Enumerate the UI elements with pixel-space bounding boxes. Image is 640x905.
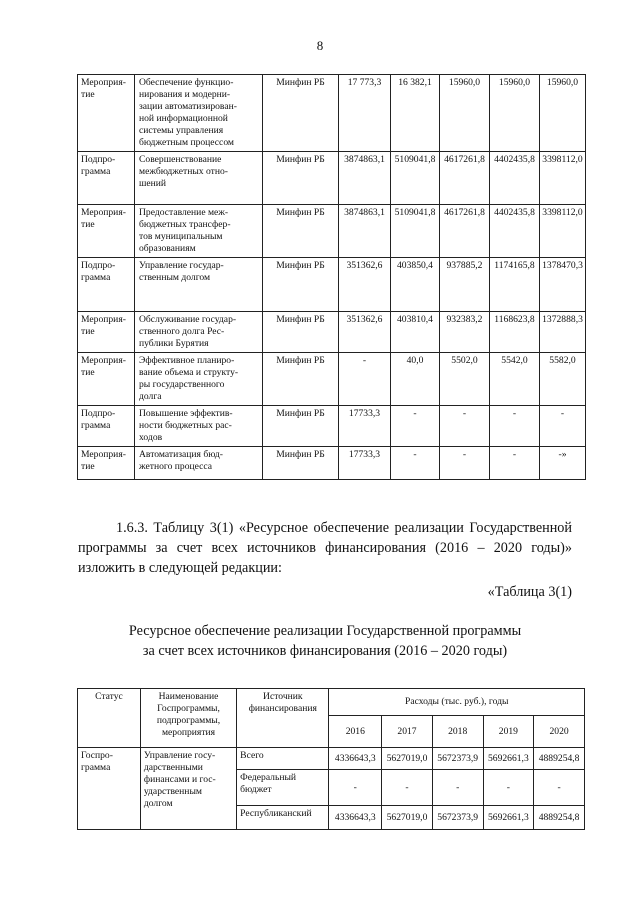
row-value-2018: 5502,0: [440, 353, 490, 406]
table-row: [78, 75, 586, 152]
table2-title-text: Ресурсное обеспечение реализации Государственной программы за счет всех источников финансирования (2016 – 2020 годы): [128, 623, 522, 659]
row-value-2018: 15960,0: [440, 75, 490, 152]
row-name: Обеспечение функцио- нирования и модерни- зации автоматизирован- ной информационной системы управления бюджетным процессом: [135, 75, 263, 152]
row-value-2019: 5692661,3: [483, 748, 534, 770]
row-value-2016: 17733,3: [339, 447, 391, 480]
table-row: [78, 152, 586, 205]
row-value-2020: 4889254,8: [534, 748, 585, 770]
row-source: Минфин РБ: [263, 258, 339, 312]
row-value-2016: 17733,3: [339, 406, 391, 447]
row-name: Управление государ- ственным долгом: [135, 258, 263, 312]
row-value-2016: 3874863,1: [339, 152, 391, 205]
row-value-2016: 3874863,1: [339, 205, 391, 258]
row-source: Минфин РБ: [263, 205, 339, 258]
row-source: Минфин РБ: [263, 312, 339, 353]
table-row: [78, 205, 586, 258]
row-name: Обслуживание государ- ственного долга Рес- публики Бурятия: [135, 312, 263, 353]
header-source: [237, 689, 329, 748]
row-value-2018: -: [440, 406, 490, 447]
row-value-2016: -: [339, 353, 391, 406]
row-value-2020: 3398112,0: [540, 205, 586, 258]
row-value-2018: -: [440, 447, 490, 480]
row-status: Мероприя- тие: [78, 205, 135, 258]
row-value-2020: 15960,0: [540, 75, 586, 152]
row-value-2017: -: [391, 406, 440, 447]
row-value-2018: 937885,2: [440, 258, 490, 312]
row-value-2016: -: [329, 770, 382, 806]
header-expenses-label: Расходы (тыс. руб.), годы: [404, 696, 509, 707]
row-value-2020: 4889254,8: [534, 806, 585, 830]
header-year-2020: 2020: [534, 716, 585, 748]
header-name: [140, 689, 236, 748]
row-value-2020: -: [540, 406, 586, 447]
row-value-2019: 1174165,8: [490, 258, 540, 312]
header-source-label: Источник финансирования: [248, 691, 317, 714]
row-value-2020: 3398112,0: [540, 152, 586, 205]
row-value-2016: 4336643,3: [329, 748, 382, 770]
row-value-2019: 15960,0: [490, 75, 540, 152]
row-value-2019: 4402435,8: [490, 205, 540, 258]
group-name: Управление госу- дарственными финансами и гос- ударственным долгом: [140, 748, 236, 830]
row-source: Республиканский: [237, 806, 329, 830]
row-value-2020: 5582,0: [540, 353, 586, 406]
row-value-2018: 5672373,9: [432, 806, 483, 830]
row-value-2017: 5627019,0: [382, 806, 433, 830]
row-value-2016: 351362,6: [339, 258, 391, 312]
header-status: [78, 689, 141, 748]
funding-table-continued: [77, 74, 586, 480]
row-value-2019: -: [490, 406, 540, 447]
table2-title: [60, 621, 590, 661]
row-value-2017: 40,0: [391, 353, 440, 406]
row-value-2017: 5627019,0: [382, 748, 433, 770]
row-source: Минфин РБ: [263, 75, 339, 152]
row-value-2017: -: [382, 770, 433, 806]
row-value-2016: 17 773,3: [339, 75, 391, 152]
row-value-2020: -»: [540, 447, 586, 480]
table-row: [78, 447, 586, 480]
row-source: Всего: [237, 748, 329, 770]
row-source: Минфин РБ: [263, 447, 339, 480]
table2-header-row: [78, 689, 585, 716]
row-value-2019: -: [483, 770, 534, 806]
row-value-2018: -: [432, 770, 483, 806]
row-value-2019: 5692661,3: [483, 806, 534, 830]
header-year-2018: 2018: [432, 716, 483, 748]
row-value-2018: 5672373,9: [432, 748, 483, 770]
table-caption: «Таблица 3(1): [487, 584, 572, 600]
row-source: Минфин РБ: [263, 353, 339, 406]
header-name-label: Наименование Госпрограммы, подпрограммы, мероприятия: [156, 691, 221, 738]
row-value-2019: 1168623,8: [490, 312, 540, 353]
row-status: Подпро- грамма: [78, 152, 135, 205]
table-row: [78, 406, 586, 447]
amendment-paragraph: 1.6.3. Таблицу 3(1) «Ресурсное обеспечение реализации Государственной программы за счет всех источников финансирования (2016 – 2020 годы)» изложить в следующей редакции:: [78, 520, 572, 576]
header-year-2017: 2017: [382, 716, 433, 748]
row-status: Мероприя- тие: [78, 75, 135, 152]
row-value-2019: 5542,0: [490, 353, 540, 406]
row-value-2018: 932383,2: [440, 312, 490, 353]
row-status: Подпро- грамма: [78, 406, 135, 447]
row-value-2017: 403810,4: [391, 312, 440, 353]
row-value-2019: 4402435,8: [490, 152, 540, 205]
header-year-2016: 2016: [329, 716, 382, 748]
row-value-2018: 4617261,8: [440, 205, 490, 258]
resource-provision-table: [77, 688, 585, 830]
row-value-2017: 403850,4: [391, 258, 440, 312]
row-name: Автоматизация бюд- жетного процесса: [135, 447, 263, 480]
row-value-2020: 1378470,3: [540, 258, 586, 312]
table-row: [78, 353, 586, 406]
row-status: Подпро- грамма: [78, 258, 135, 312]
group-status: Госпро- грамма: [78, 748, 141, 830]
row-value-2020: 1372888,3: [540, 312, 586, 353]
row-source: Минфин РБ: [263, 406, 339, 447]
row-source: Федеральный бюджет: [237, 770, 329, 806]
table-row: [78, 258, 586, 312]
row-value-2018: 4617261,8: [440, 152, 490, 205]
row-source: Минфин РБ: [263, 152, 339, 205]
table-row: [78, 748, 585, 770]
page-number: 8: [316, 38, 324, 53]
row-value-2017: 5109041,8: [391, 205, 440, 258]
row-value-2017: -: [391, 447, 440, 480]
header-year-2019: 2019: [483, 716, 534, 748]
row-value-2016: 4336643,3: [329, 806, 382, 830]
row-name: Предоставление меж- бюджетных трансфер- тов муниципальным образованиям: [135, 205, 263, 258]
row-status: Мероприя- тие: [78, 353, 135, 406]
row-value-2019: -: [490, 447, 540, 480]
row-value-2017: 5109041,8: [391, 152, 440, 205]
row-name: Эффективное планиро- вание объема и структу- ры государственного долга: [135, 353, 263, 406]
row-name: Повышение эффектив- ности бюджетных рас- ходов: [135, 406, 263, 447]
header-expenses: [329, 689, 585, 716]
table-row: [78, 312, 586, 353]
row-value-2020: -: [534, 770, 585, 806]
row-value-2016: 351362,6: [339, 312, 391, 353]
row-status: Мероприя- тие: [78, 312, 135, 353]
header-status-label: Статус: [95, 691, 123, 702]
row-name: Совершенствование межбюджетных отно- шений: [135, 152, 263, 205]
row-status: Мероприя- тие: [78, 447, 135, 480]
row-value-2017: 16 382,1: [391, 75, 440, 152]
